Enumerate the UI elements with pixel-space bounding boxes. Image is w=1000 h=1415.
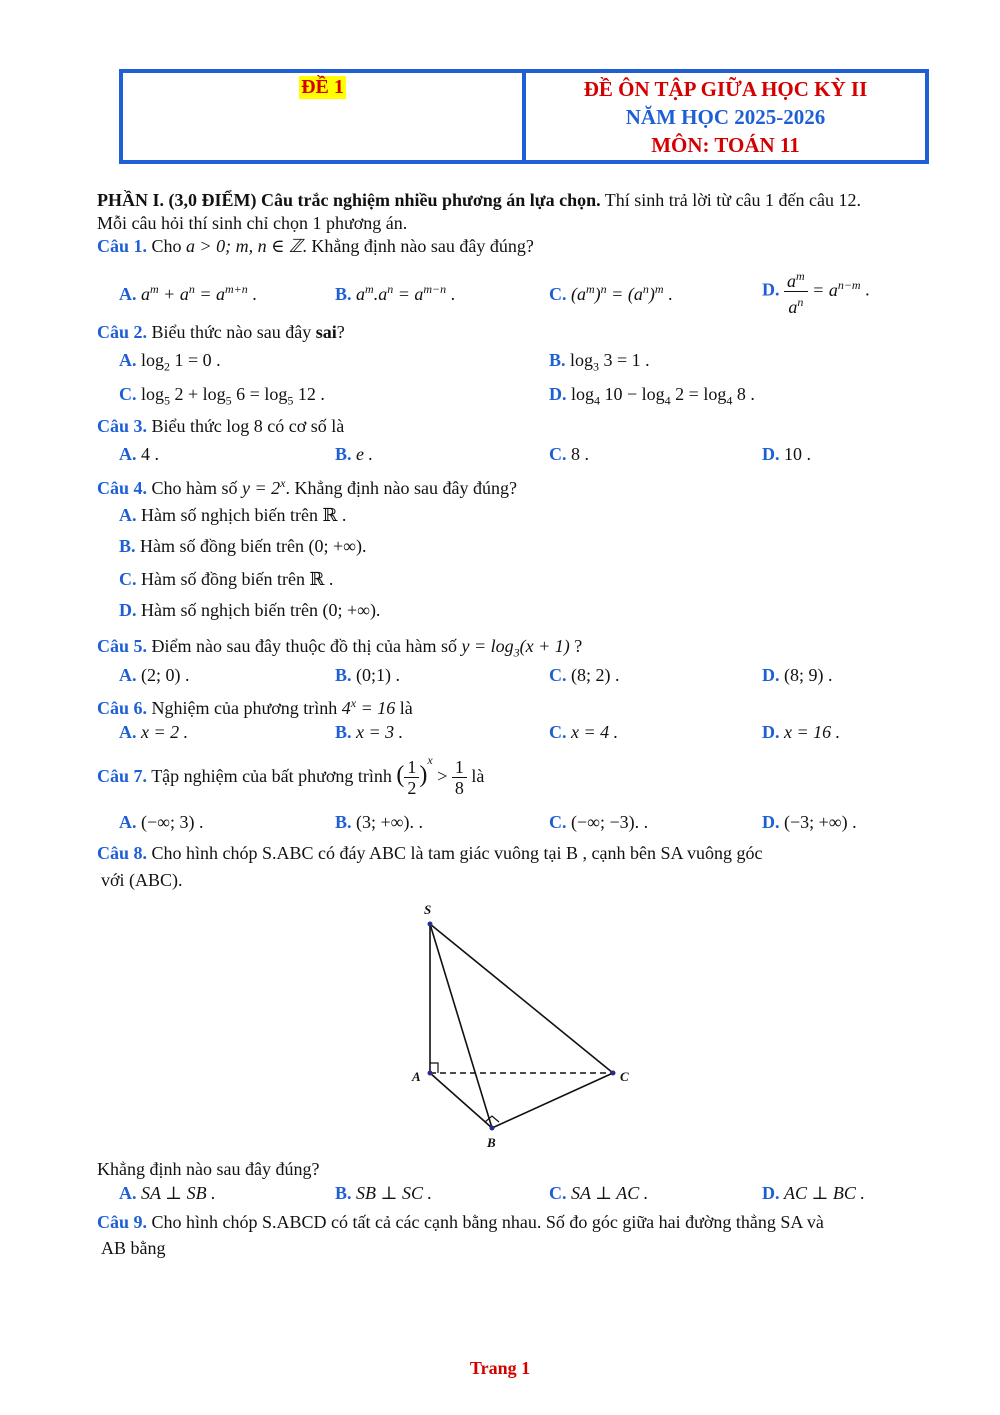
option-label: A.	[119, 444, 137, 464]
q3-d-text: 10 .	[784, 444, 811, 464]
q4-option-a	[119, 505, 346, 526]
q8-b-text: SB ⊥ SC .	[356, 1183, 432, 1203]
q7-pre: Tập nghiệm của bất phương trình	[147, 766, 397, 786]
option-label: D.	[119, 600, 137, 620]
q2-option-c: C. $\log_5 2 + \log_5 6 = \log_5 12$ .	[119, 384, 325, 408]
q7-b-text: (3; +∞). .	[356, 812, 423, 832]
subject: MÔN: TOÁN 11	[651, 133, 800, 157]
q9-label: Câu 9.	[97, 1212, 148, 1232]
option-label: B.	[335, 665, 352, 685]
q3-a-text: 4 .	[141, 444, 159, 464]
option-label: C.	[549, 1183, 567, 1203]
page-number: Trang 1	[469, 1358, 531, 1378]
pyramid-figure	[400, 900, 640, 1155]
q2-label: Câu 2.	[97, 322, 148, 342]
q6-d-text: x = 16 .	[784, 722, 841, 742]
q2-option-b: B. $\log_3 3 = 1$ .	[549, 350, 650, 374]
q6-label: Câu 6.	[97, 698, 148, 718]
q2-pre: Biểu thức nào sau đây	[147, 322, 316, 342]
q4-post: . Khẳng định nào sau đây đúng?	[285, 478, 517, 498]
option-label: B.	[335, 284, 352, 304]
q5-pre: Điểm nào sau đây thuộc đồ thị của hàm số	[147, 636, 462, 656]
q3-pre: Biểu thức	[147, 416, 227, 436]
q3-post: có cơ số là	[262, 416, 345, 436]
edge-ab	[430, 1073, 492, 1128]
q8-text: Cho hình chóp S.ABC có đáy ABC là tam giác vuông tại B , cạnh bên SA vuông góc	[147, 843, 763, 863]
q3-option-d	[762, 444, 811, 465]
part1-heading-line	[97, 190, 861, 211]
q8-d-text: AC ⊥ BC .	[784, 1183, 865, 1203]
question-6: Câu 6. Nghiệm của phương trình $4^x = 16$ là	[97, 696, 413, 718]
question-3	[97, 416, 344, 437]
label-a: A	[412, 1069, 421, 1084]
point-b	[490, 1126, 495, 1131]
exam-code: ĐỀ 1	[301, 76, 344, 98]
option-label: D.	[762, 812, 780, 832]
q1-option-a: A. $a^m + a^n = a^{m+n}$ .	[119, 282, 257, 304]
q7-a-text: (−∞; 3) .	[141, 812, 204, 832]
q4-c-text: Hàm số đồng biến trên ℝ .	[136, 569, 334, 589]
option-label: D.	[762, 722, 780, 742]
point-c	[611, 1071, 616, 1076]
edge-bc	[492, 1073, 613, 1128]
q2-post: ?	[336, 322, 345, 342]
question-4: Câu 4. Cho hàm số $y = 2^x$. Khẳng định nào sau đây đúng?	[97, 476, 517, 498]
q8-option-c	[549, 1183, 648, 1204]
q4-pre: Cho hàm số	[147, 478, 243, 498]
option-label: C.	[119, 569, 137, 589]
q9-text: Cho hình chóp S.ABCD có tất cả các cạnh bằng nhau. Số đo góc giữa hai đường thẳng SA và	[147, 1212, 824, 1232]
q4-option-d	[119, 600, 380, 621]
q8-label: Câu 8.	[97, 843, 148, 863]
q6-c-text: x = 4 .	[571, 722, 619, 742]
q9-text2: AB bằng	[101, 1238, 166, 1258]
q1-option-b: B. $a^m.a^n = a^{m-n}$ .	[335, 282, 456, 304]
label-c: C	[620, 1069, 629, 1084]
header-box	[119, 69, 929, 164]
q7-label: Câu 7.	[97, 766, 148, 786]
q7-d-text: (−3; +∞) .	[784, 812, 857, 832]
option-label: A.	[119, 284, 137, 304]
q3-option-b	[335, 444, 373, 465]
question-1	[97, 236, 534, 257]
q2-bold: sai	[315, 322, 337, 342]
header-right	[526, 73, 925, 160]
q4-option-b	[119, 536, 366, 557]
option-label: D.	[762, 444, 780, 464]
q8-a-text: SA ⊥ SB .	[141, 1183, 216, 1203]
edge-sc	[430, 924, 613, 1073]
option-label: B.	[335, 444, 352, 464]
q1-pre: Cho	[147, 236, 187, 256]
q4-label: Câu 4.	[97, 478, 148, 498]
part1-instruction: Thí sinh trả lời từ câu 1 đến câu 12.	[600, 190, 862, 210]
q8-c-text: SA ⊥ AC .	[571, 1183, 649, 1203]
q7-option-d	[762, 812, 857, 833]
q1-option-d: D. $\frac{a^m}{a^n}$ = $a^{n-m}$ .	[762, 266, 870, 317]
q5-option-c	[549, 665, 620, 686]
q5-option-a	[119, 665, 190, 686]
q4-option-c	[119, 569, 333, 590]
part1-heading: PHẦN I. (3,0 ĐIỂM) Câu trắc nghiệm nhiều phương án lựa chọn.	[97, 190, 601, 210]
q3-b-text: e .	[356, 444, 374, 464]
q7-option-b	[335, 812, 423, 833]
q1-condition: a > 0; m, n ∈ ℤ	[186, 236, 303, 256]
option-label: C.	[549, 444, 567, 464]
option-label: A.	[119, 665, 137, 685]
edge-sb	[430, 924, 492, 1128]
q3-option-c	[549, 444, 589, 465]
option-label: D.	[549, 384, 567, 404]
q7-option-a	[119, 812, 203, 833]
option-label: C.	[549, 812, 567, 832]
q1-post: . Khẳng định nào sau đây đúng?	[302, 236, 534, 256]
q7-c-text: (−∞; −3). .	[571, 812, 649, 832]
option-label: B.	[335, 1183, 352, 1203]
point-a	[428, 1071, 433, 1076]
q5-option-d	[762, 665, 833, 686]
q1-label: Câu 1.	[97, 236, 148, 256]
q3-label: Câu 3.	[97, 416, 148, 436]
q6-option-a	[119, 722, 188, 743]
q4-b-text: Hàm số đồng biến trên (0; +∞).	[135, 536, 367, 556]
q4-a-text: Hàm số nghịch biến trên ℝ .	[136, 505, 347, 525]
option-label: B.	[335, 722, 352, 742]
school-year: NĂM HỌC 2025-2026	[625, 105, 826, 129]
q6-option-d	[762, 722, 840, 743]
option-label: B.	[549, 350, 566, 370]
q3-c-text: 8 .	[571, 444, 589, 464]
header-left	[123, 73, 526, 160]
q6-post: là	[395, 698, 413, 718]
question-7: Câu 7. Tập nghiệm của bất phương trình ( $\frac{1}{2}$ )$^x$ > $\frac{1}{8}$ là	[97, 753, 485, 799]
option-label: C.	[549, 665, 567, 685]
option-label: C.	[119, 384, 137, 404]
question-2	[97, 322, 345, 343]
q1-option-c: C. $(a^m)^n = (a^n)^m$ .	[549, 282, 673, 304]
option-label: B.	[335, 812, 352, 832]
point-s	[428, 922, 433, 927]
exam-title: ĐỀ ÔN TẬP GIỮA HỌC KỲ II	[583, 77, 868, 101]
part1-instruction2: Mỗi câu hỏi thí sinh chỉ chọn 1 phương án.	[97, 213, 408, 233]
q5-d-text: (8; 9) .	[784, 665, 833, 685]
q6-option-c	[549, 722, 618, 743]
q5-a-text: (2; 0) .	[141, 665, 190, 685]
q5-c-text: (8; 2) .	[571, 665, 620, 685]
question-5: Câu 5. Điểm nào sau đây thuộc đồ thị của hàm số $y = \log_3(x + 1)$ ?	[97, 636, 583, 660]
page-footer	[0, 1358, 1000, 1379]
q2-option-a: A. $\log_2 1 = 0$ .	[119, 350, 221, 374]
q5-post: ?	[569, 636, 583, 656]
q7-post: là	[466, 766, 485, 786]
q6-b-text: x = 3 .	[356, 722, 404, 742]
option-label: D.	[762, 1183, 780, 1203]
question-8	[97, 843, 762, 864]
question-9	[97, 1212, 824, 1233]
q8-text2: với (ABC).	[101, 870, 183, 890]
option-label: D.	[762, 279, 780, 300]
option-label: A.	[119, 505, 137, 525]
right-angle-b	[485, 1116, 499, 1122]
q8-option-b	[335, 1183, 432, 1204]
q8-option-a	[119, 1183, 216, 1204]
label-b: B	[487, 1135, 496, 1150]
q8-option-d	[762, 1183, 865, 1204]
option-label: C.	[549, 284, 567, 304]
q4-d-text: Hàm số nghịch biến trên (0; +∞).	[136, 600, 381, 620]
option-label: A.	[119, 1183, 137, 1203]
option-label: C.	[549, 722, 567, 742]
q5-option-b	[335, 665, 400, 686]
q7-option-c	[549, 812, 648, 833]
option-label: A.	[119, 722, 137, 742]
option-label: A.	[119, 350, 137, 370]
q6-pre: Nghiệm của phương trình	[147, 698, 342, 718]
q5-b-text: (0;1) .	[356, 665, 401, 685]
q5-label: Câu 5.	[97, 636, 148, 656]
q6-a-text: x = 2 .	[141, 722, 189, 742]
q2-option-d: D. $\log_4 10 - \log_4 2 = \log_4 8$ .	[549, 384, 755, 408]
label-s: S	[424, 902, 432, 917]
q8-question: Khẳng định nào sau đây đúng?	[97, 1159, 320, 1179]
option-label: B.	[119, 536, 136, 556]
q6-option-b	[335, 722, 403, 743]
option-label: D.	[762, 665, 780, 685]
option-label: A.	[119, 812, 137, 832]
q3-expr: log 8	[226, 416, 263, 436]
q3-option-a	[119, 444, 159, 465]
